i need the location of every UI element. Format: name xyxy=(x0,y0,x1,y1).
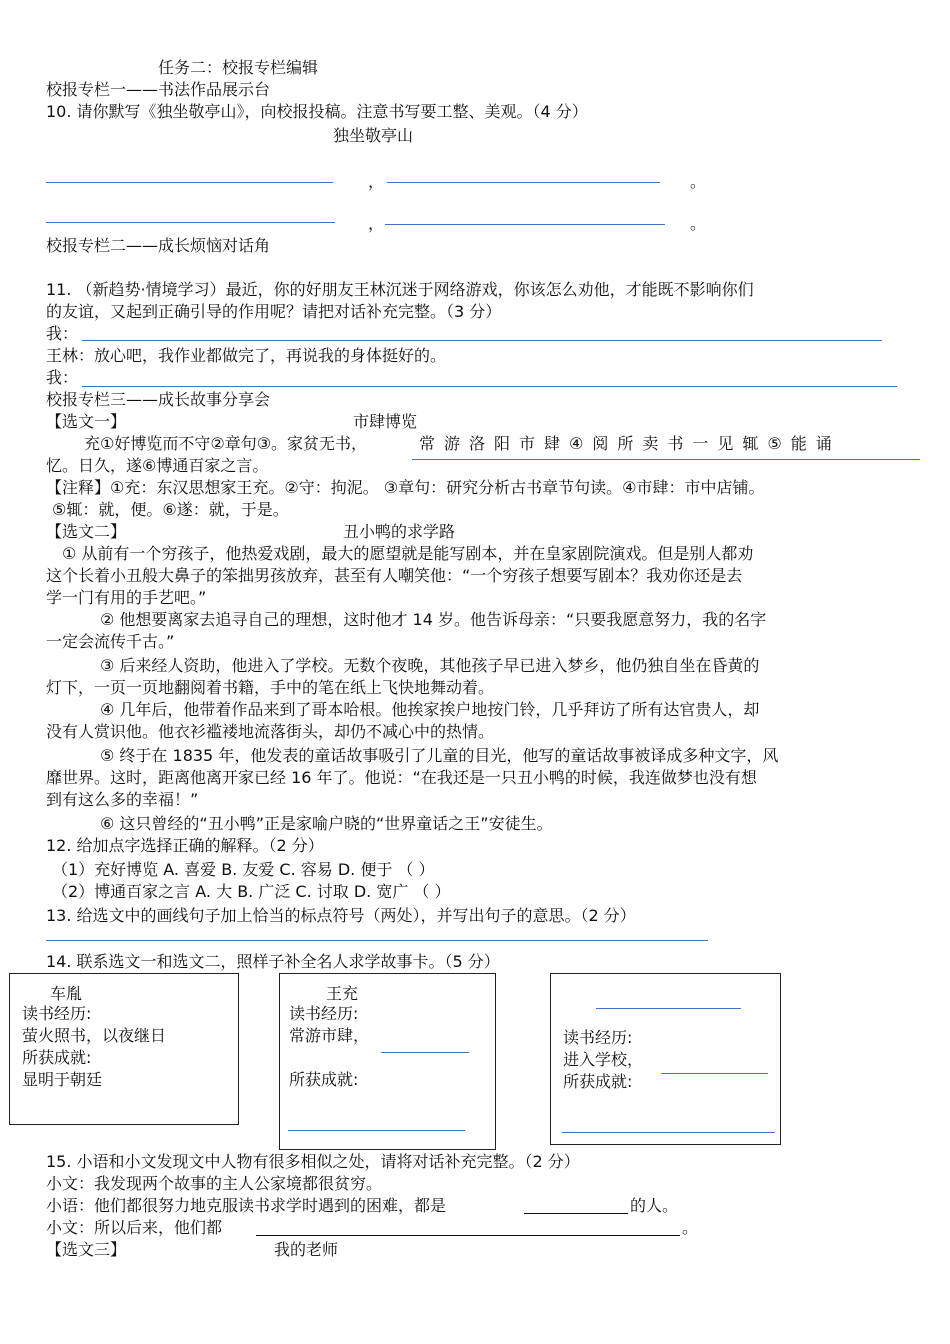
dialog-xiaoyu-a: 小语：他们都很努力地克服读书求学时遇到的困难，都是 xyxy=(46,1196,447,1215)
paragraph-2-line-1: ② 他想要离家去追寻自己的理想，这时他才 14 岁。他告诉母亲：“只要我愿意努力，我的名字 xyxy=(100,610,767,629)
paragraph-2-line-2: 一定会流传千古。” xyxy=(46,632,175,651)
card-3-ach-answer-line[interactable] xyxy=(562,1132,775,1133)
card-3-ach-label: 所获成就: xyxy=(563,1072,633,1091)
selection-two-title: 丑小鸭的求学路 xyxy=(343,522,456,541)
question-12-item-2: （2）博通百家之言 A. 大 B. 广泛 C. 讨取 D. 宽广 （ ） xyxy=(52,882,451,901)
paragraph-6: ⑥ 这只曾经的“丑小鸭”正是家喻户晓的“世界童话之王”安徒生。 xyxy=(100,814,553,833)
selection-one-text-a: 充①好博览而不守②章句③。家贫无书， xyxy=(84,434,368,453)
question-12: 12. 给加点字选择正确的解释。（2 分） xyxy=(46,836,324,855)
dialog-xiaoyu-blank[interactable] xyxy=(524,1213,628,1214)
card-2-ach-answer-line[interactable] xyxy=(288,1130,465,1131)
question-12-item-1: （1）充好博览 A. 喜爱 B. 友爱 C. 容易 D. 便于 （ ） xyxy=(52,860,435,879)
card-3-exp-answer-line[interactable] xyxy=(661,1073,768,1074)
selection-one-note-2: ⑤辄：就，便。⑥遂：就，于是。 xyxy=(52,500,289,519)
dialog-xiaowen-2a: 小文：所以后来，他们都 xyxy=(46,1218,223,1237)
paragraph-1-line-1: ① 从前有一个穷孩子，他热爱戏剧，最大的愿望就是能写剧本，并在皇家剧院演戏。但是别人都劝 xyxy=(62,544,754,563)
selection-one-note-1: 【注释】①充：东汉思想家王充。②守：拘泥。 ③章句：研究分析古书章节句读。④市肆：市中店铺。 xyxy=(46,478,765,497)
column-one-title: 校报专栏一——书法作品展示台 xyxy=(46,80,271,99)
poem-period-1: 。 xyxy=(690,172,707,191)
card-1-exp-label: 读书经历: xyxy=(22,1004,92,1023)
poem-answer-line-2a[interactable] xyxy=(46,222,335,223)
card-2-ach-label: 所获成就: xyxy=(289,1070,359,1089)
card-3-name-answer-line[interactable] xyxy=(596,1008,741,1009)
poem-answer-line-1a[interactable] xyxy=(46,182,333,183)
paragraph-3-line-1: ③ 后来经人资助，他进入了学校。无数个夜晚，其他孩子早已进入梦乡，他仍独自坐在昏黄的 xyxy=(100,656,760,675)
paragraph-5-line-3: 到有这么多的幸福！” xyxy=(46,790,199,809)
dialog-me-label-2: 我： xyxy=(46,368,79,387)
poem-title: 独坐敬亭山 xyxy=(333,126,414,145)
dialog-xiaowen-2b: 。 xyxy=(682,1218,699,1237)
dialog-xiaowen-1: 小文：我发现两个故事的主人公家境都很贫穷。 xyxy=(46,1174,383,1193)
selection-one-label: 【选文一】 xyxy=(46,412,127,431)
question-15: 15. 小语和小文发现文中人物有很多相似之处，请将对话补充完整。（2 分） xyxy=(46,1152,580,1171)
dialog-wanglin: 王林：放心吧，我作业都做完了，再说我的身体挺好的。 xyxy=(46,346,447,365)
task-title: 任务二：校报专栏编辑 xyxy=(158,58,319,77)
paragraph-4-line-2: 没有人赏识他。他衣衫褴褛地流落街头，却仍不减心中的热情。 xyxy=(46,722,495,741)
story-card-wangchong xyxy=(279,973,496,1150)
column-three-title: 校报专栏三——成长故事分享会 xyxy=(46,390,271,409)
poem-answer-line-2b[interactable] xyxy=(385,224,665,225)
card-1-ach: 显明于朝廷 xyxy=(22,1070,103,1089)
poem-answer-line-1b[interactable] xyxy=(387,182,660,183)
dialog-me-answer-line-1[interactable] xyxy=(82,340,882,341)
selection-one-title: 市肆博览 xyxy=(353,412,418,431)
card-2-name: 王充 xyxy=(326,984,359,1003)
dialog-xiaoyu-b: 的人。 xyxy=(630,1196,679,1215)
paragraph-3-line-2: 灯下，一页一页地翻阅着书籍，手中的笔在纸上飞快地舞动着。 xyxy=(46,678,495,697)
selection-one-text-c: 忆。日久，遂⑥博通百家之言。 xyxy=(46,456,269,475)
card-2-exp-answer-line[interactable] xyxy=(381,1052,469,1053)
selection-two-label: 【选文二】 xyxy=(46,522,127,541)
card-1-ach-label: 所获成就: xyxy=(22,1048,92,1067)
question-13: 13. 给选文中的画线句子加上恰当的标点符号（两处），并写出句子的意思。（2 分） xyxy=(46,906,636,925)
card-3-exp: 进入学校， xyxy=(563,1050,644,1069)
question-11-line-2: 的友谊，又起到正确引导的作用呢？请把对话补充完整。（3 分） xyxy=(46,302,502,321)
card-2-exp-label: 读书经历: xyxy=(289,1004,359,1023)
card-1-exp: 萤火照书，以夜继日 xyxy=(22,1026,167,1045)
dialog-me-label-1: 我： xyxy=(46,324,79,343)
dialog-me-answer-line-2[interactable] xyxy=(82,386,897,387)
story-card-andersen xyxy=(550,973,781,1145)
question-10: 10. 请你默写《独坐敬亭山》，向校报投稿。注意书写要工整、美观。（4 分） xyxy=(46,102,588,121)
selection-three-title: 我的老师 xyxy=(274,1240,339,1259)
question-11-line-1: 11. （新趋势·情境学习）最近，你的好朋友王林沉迷于网络游戏，你该怎么劝他，才能既不影响你们 xyxy=(46,280,754,299)
card-3-exp-label: 读书经历: xyxy=(563,1028,633,1047)
paragraph-4-line-1: ④ 几年后，他带着作品来到了哥本哈根。他挨家挨户地按门铃，几乎拜访了所有达官贵人，却 xyxy=(100,700,760,719)
poem-comma-1: ， xyxy=(368,172,385,191)
selection-three-label: 【选文三】 xyxy=(46,1240,127,1259)
underlined-sentence-mark xyxy=(412,459,920,460)
poem-comma-2: ， xyxy=(368,214,385,233)
question-13-answer-line[interactable] xyxy=(46,940,708,941)
card-2-exp: 常游市肆， xyxy=(289,1026,370,1045)
paragraph-5-line-1: ⑤ 终于在 1835 年，他发表的童话故事吸引了儿童的目光，他写的童话故事被译成多种文字，风 xyxy=(100,746,779,765)
card-1-name: 车胤 xyxy=(50,984,83,1003)
selection-one-text-b: 常游洛阳市肆④阅所卖书一见辄⑤能诵 xyxy=(419,434,841,453)
paragraph-1-line-2: 这个长着小丑般大鼻子的笨拙男孩放弃，甚至有人嘲笑他：“一个穷孩子想要写剧本？我劝你还是去 xyxy=(46,566,743,585)
paragraph-5-line-2: 靡世界。这时，距离他离开家已经 16 年了。他说：“在我还是一只丑小鸭的时候，我连做梦也没有想 xyxy=(46,768,757,787)
question-14: 14. 联系选文一和选文二，照样子补全名人求学故事卡。（5 分） xyxy=(46,952,500,971)
poem-period-2: 。 xyxy=(690,214,707,233)
dialog-xiaowen-blank[interactable] xyxy=(256,1235,680,1236)
column-two-title: 校报专栏二——成长烦恼对话角 xyxy=(46,236,271,255)
paragraph-1-line-3: 学一门有用的手艺吧。” xyxy=(46,588,207,607)
story-card-chezhuan xyxy=(9,973,239,1125)
